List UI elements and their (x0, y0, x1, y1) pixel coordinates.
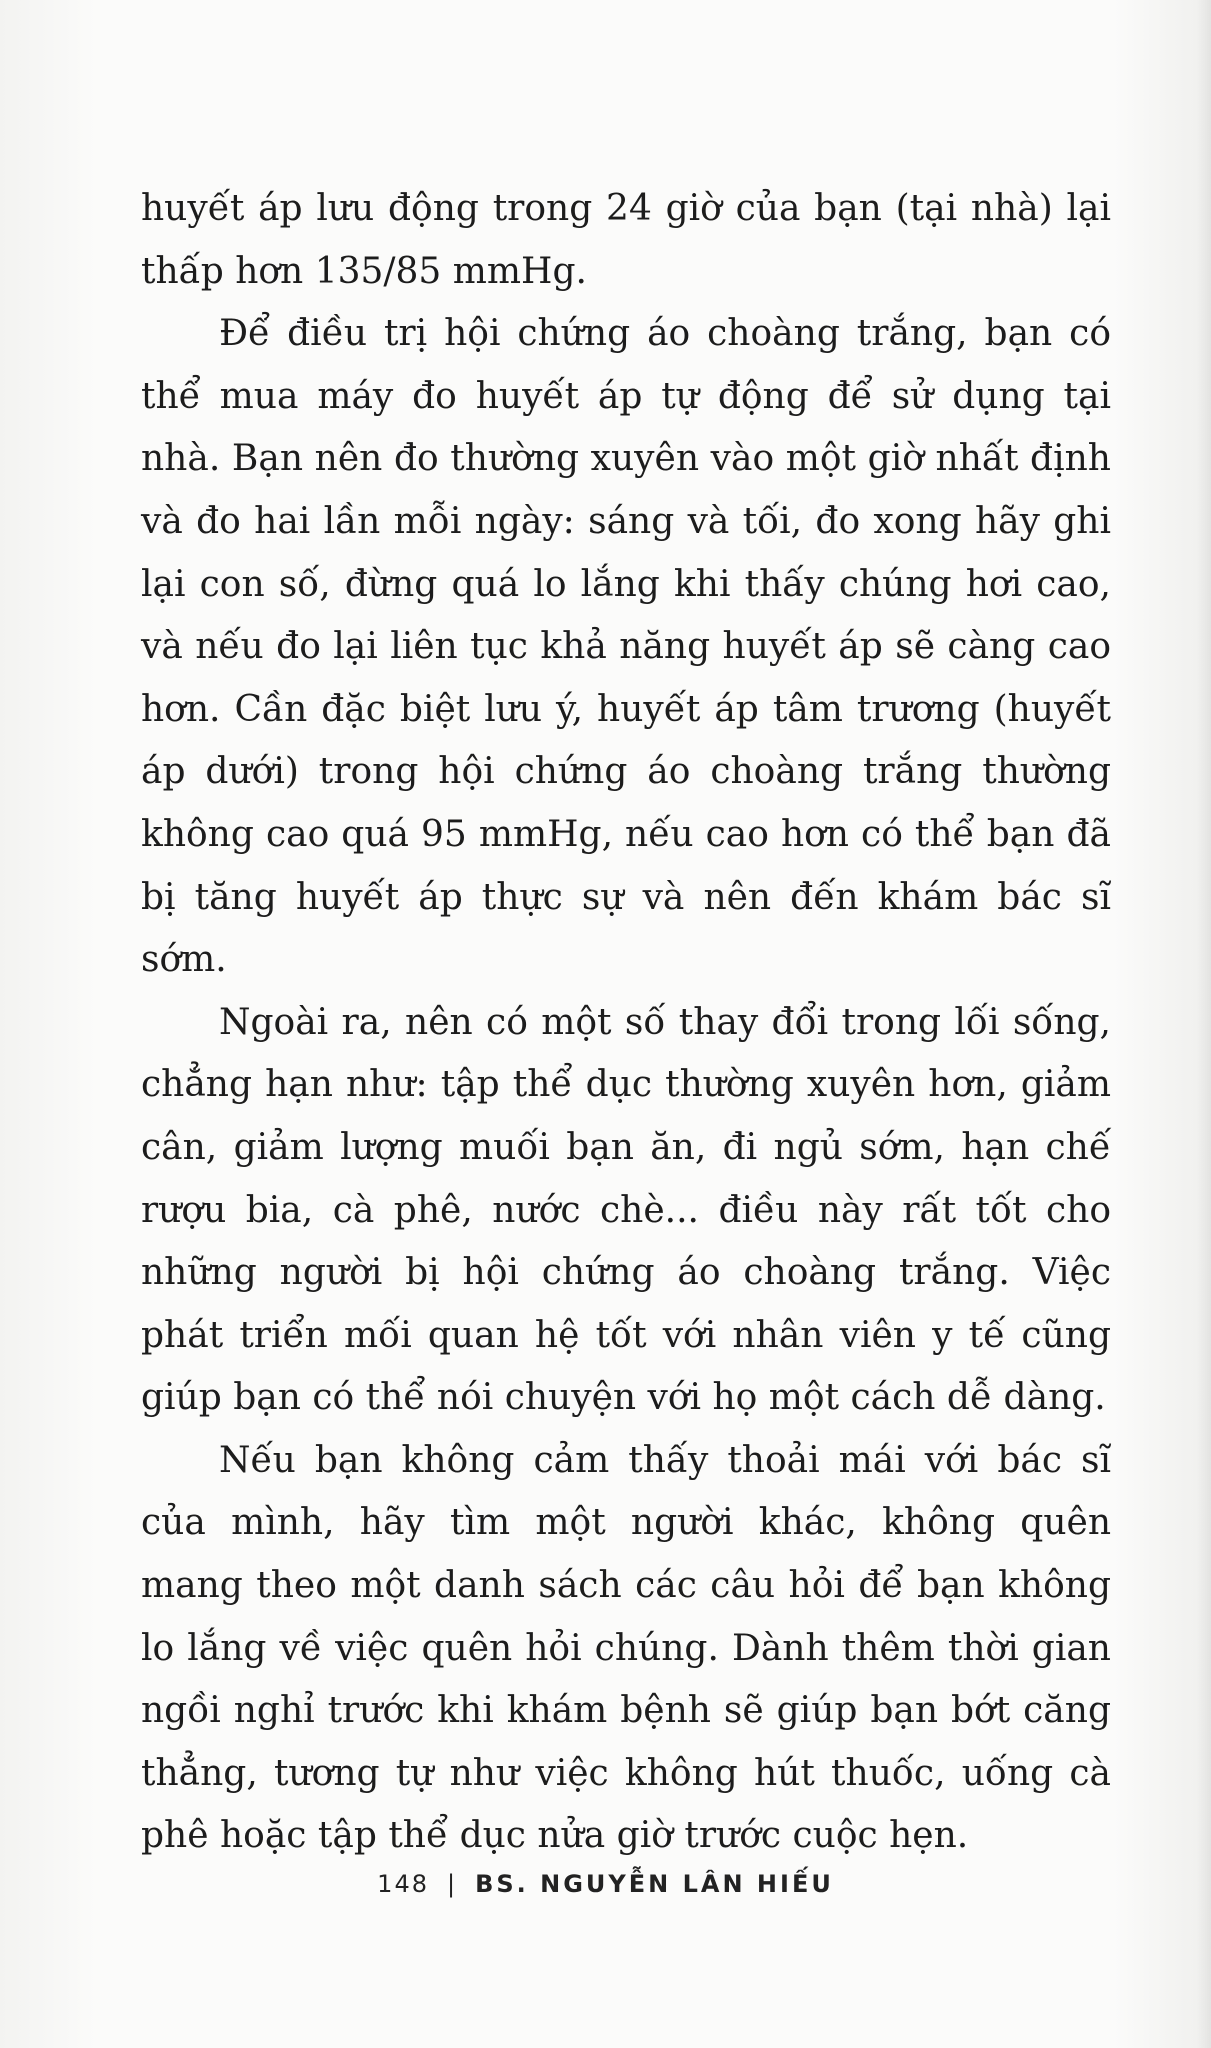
paragraph-doctor: Nếu bạn không cảm thấy thoải mái với bác sĩ của mình, hãy tìm một người khác, không quên mang theo một danh sách các câu hỏi để bạn không lo lắng về việc quên hỏi chúng. Dành thêm thời gian ngồi nghỉ trước khi khám bệnh sẽ giúp bạn bớt căng thẳng, tương tự như việc không hút thuốc, uống cà phê hoặc tập thể dục nửa giờ trước cuộc hẹn. (141, 1439, 1111, 1857)
author-name: BS. NGUYỄN LÂN HIẾU (475, 1870, 834, 1898)
page-edge-shadow (1197, 0, 1211, 2048)
body-text (141, 178, 1111, 1868)
paragraph-lifestyle: Ngoài ra, nên có một số thay đổi trong lối sống, chẳng hạn như: tập thể dục thường xuyên hơn, giảm cân, giảm lượng muối bạn ăn, đi ngủ sớm, hạn chế rượu bia, cà phê, nước chè... điều này rất tốt cho những người bị hội chứng áo choàng trắng. Việc phát triển mối quan hệ tốt với nhân viên y tế cũng giúp bạn có thể nói chuyện với họ một cách dễ dàng. (141, 1001, 1111, 1419)
footer-separator: | (446, 1870, 458, 1898)
paragraph-continuation: huyết áp lưu động trong 24 giờ của bạn (tại nhà) lại thấp hơn 135/85 mmHg. (141, 188, 1111, 292)
page-number: 148 (377, 1870, 429, 1898)
paragraph-treatment: Để điều trị hội chứng áo choàng trắng, bạn có thể mua máy đo huyết áp tự động để sử dụng tại nhà. Bạn nên đo thường xuyên vào một giờ nhất định và đo hai lần mỗi ngày: sáng và tối, đo xong hãy ghi lại con số, đừng quá lo lắng khi thấy chúng hơi cao, và nếu đo lại liên tục khả năng huyết áp sẽ càng cao hơn. Cần đặc biệt lưu ý, huyết áp tâm trương (huyết áp dưới) trong hội chứng áo choàng trắng thường không cao quá 95 mmHg, nếu cao hơn có thể bạn đã bị tăng huyết áp thực sự và nên đến khám bác sĩ sớm. (141, 313, 1111, 981)
page-footer (0, 1870, 1211, 1898)
